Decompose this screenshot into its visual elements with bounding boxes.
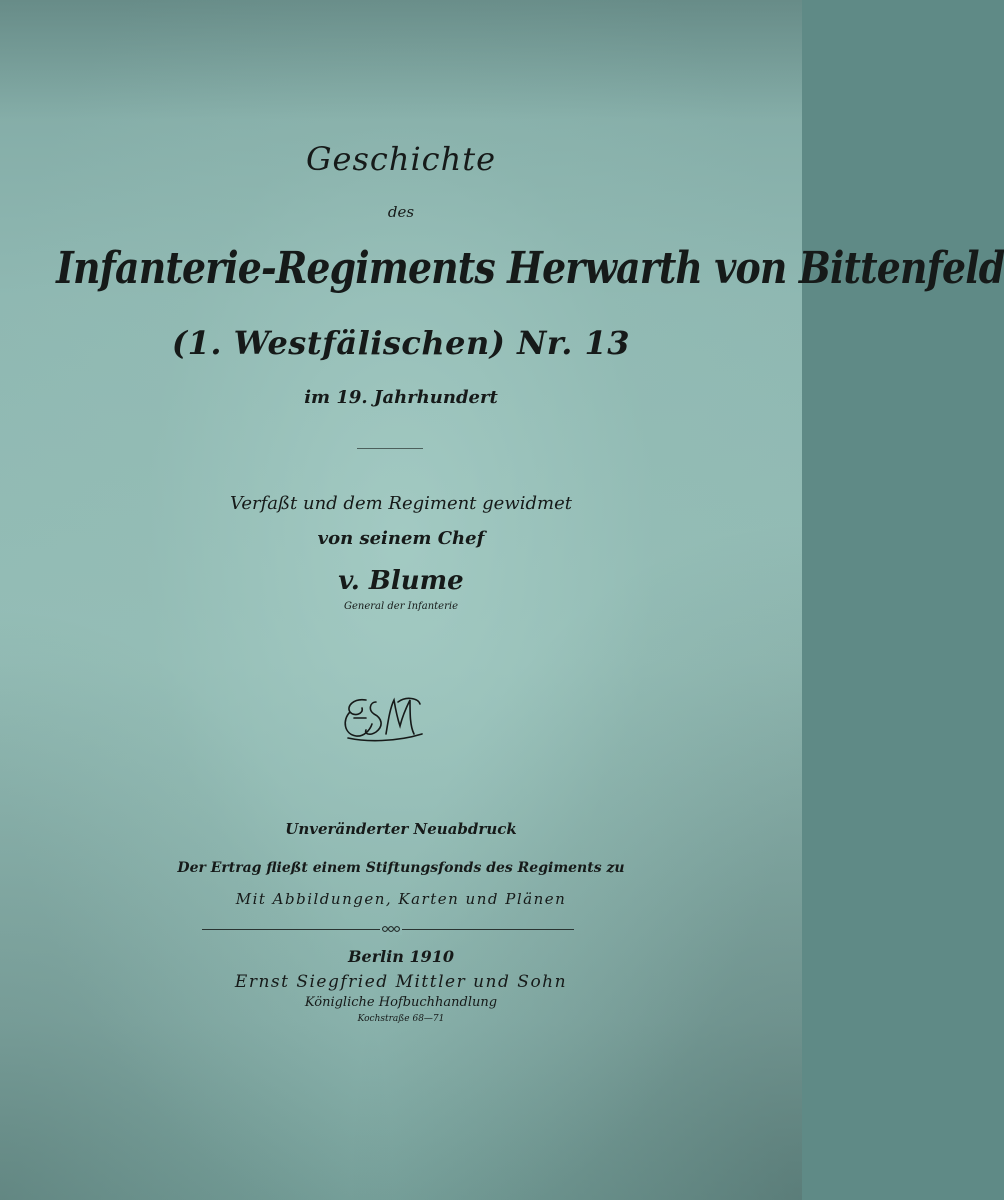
reprint-note: Unveränderter Neuabdruck bbox=[285, 820, 517, 838]
regiment-number: (1. Westfälischen) Nr. 13 bbox=[171, 324, 631, 362]
publisher-appointment: Königliche Hofbuchhandlung bbox=[304, 995, 498, 1010]
esm-monogram-icon bbox=[336, 690, 428, 746]
proceeds-note: Der Ertrag fließt einem Stiftungsfonds des Regiments zu bbox=[177, 860, 625, 876]
illustrations-note: Mit Abbildungen, Karten und Plänen bbox=[235, 890, 567, 908]
place-year: Berlin 1910 bbox=[347, 947, 455, 966]
century-subtitle: im 19. Jahrhundert bbox=[304, 387, 498, 408]
regiment-title: Infanterie-Regiments Herwarth von Bittenfeld bbox=[56, 243, 1004, 294]
article-text: des bbox=[387, 203, 415, 221]
by-line: von seinem Chef bbox=[317, 528, 485, 549]
short-divider bbox=[357, 448, 423, 449]
author-rank: General der Infanterie bbox=[344, 601, 458, 612]
heading: Geschichte bbox=[305, 140, 496, 178]
publisher-address: Kochstraße 68—71 bbox=[357, 1014, 445, 1024]
publisher: Ernst Siegfried Mittler und Sohn bbox=[234, 972, 568, 992]
author-name: v. Blume bbox=[338, 566, 464, 596]
divider-ornament-icon bbox=[380, 923, 402, 935]
dedication-text: Verfaßt und dem Regiment gewidmet bbox=[230, 493, 572, 514]
